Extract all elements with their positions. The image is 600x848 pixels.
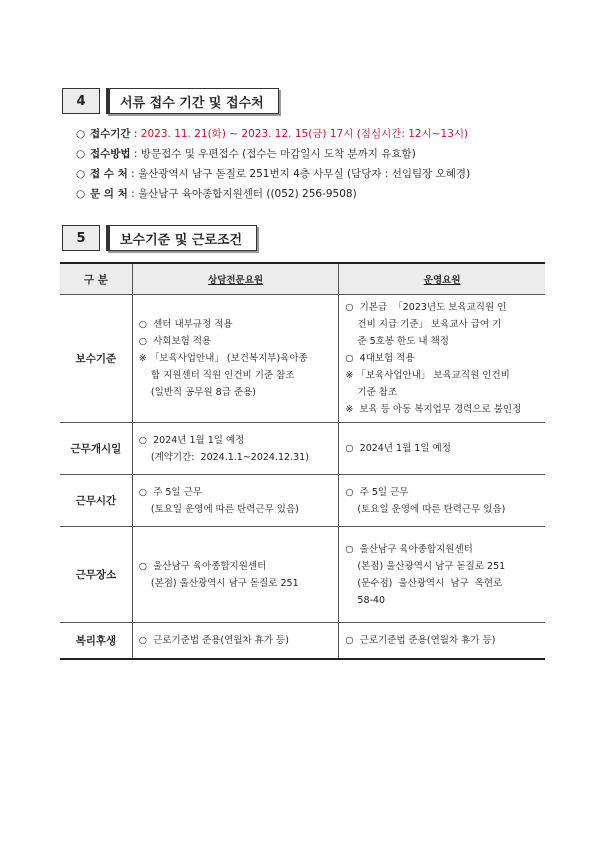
operator-cell [339, 423, 545, 475]
section-number: 5 [62, 225, 100, 251]
cell-line: ○ 주 5일 근무 [138, 486, 202, 498]
cell-line: ○ 기본급 「2023년도 보육교직원 인 [345, 302, 507, 313]
item-value: 울산광역시 남구 돋질로 251번지 4층 사무실 (담당자 : 선임팀장 오혜경) [137, 168, 471, 180]
counselor-cell [132, 527, 339, 623]
cell-line: (일반직 공무원 8급 준용) [138, 387, 256, 398]
cell-line: (토요일 운영에 따른 탄력근무 있음) [138, 503, 299, 515]
list-item [76, 144, 470, 164]
item-separator: : [130, 148, 141, 160]
circle-bullet-icon: ○ [76, 148, 86, 160]
cell-line: ○ 센터 내부규정 적용 [138, 319, 233, 330]
item-label: 문 의 처 [90, 188, 128, 200]
list-item [76, 184, 470, 204]
cell-line: ○ 울산남구 육아종합지원센터 [138, 560, 267, 572]
operator-cell [339, 527, 545, 623]
cell-line: ※ 「보육사업안내」 (보건복지부)육아종 [138, 353, 308, 364]
cell-line: ○ 울산남구 육아종합지원센터 [345, 543, 473, 555]
table-row [60, 423, 545, 475]
section-title: 서류 접수 기간 및 접수처 [106, 88, 279, 114]
counselor-cell [132, 295, 339, 423]
table-row [60, 295, 545, 423]
row-label: 근무개시일 [60, 423, 132, 475]
cell-line: ○ 4대보험 적용 [345, 353, 415, 364]
table-row [60, 475, 545, 527]
operator-cell [339, 623, 545, 659]
item-label: 접수방법 [90, 148, 131, 160]
section-number: 4 [62, 88, 100, 114]
table-row [60, 623, 545, 659]
working-conditions-table [60, 262, 545, 660]
table-row [60, 527, 545, 623]
cell-line: ○ 2024년 1월 1일 예정 [345, 443, 451, 454]
counselor-cell [132, 475, 339, 527]
cell-line: (토요일 운영에 따른 탄력근무 있음) [345, 503, 506, 515]
row-label: 근무장소 [60, 527, 132, 623]
counselor-cell [132, 423, 339, 475]
cell-line: 58-40 [345, 594, 386, 606]
row-label: 근무시간 [60, 475, 132, 527]
section-title: 보수기준 및 근로조건 [106, 225, 257, 251]
cell-line: 기준 참조 [345, 387, 398, 398]
cell-line: 준 5호봉 한도 내 책정 [345, 336, 449, 347]
item-value: 울산남구 육아종합지원센터 ((052) 256-9508) [137, 188, 357, 200]
cell-line: 합 지원센터 직원 인건비 기준 참조 [138, 370, 295, 381]
cell-line: ※ 「보육사업안내」 보육교직원 인건비 [345, 370, 510, 381]
column-header: 상담전문요원 [132, 263, 339, 295]
cell-line: (본점) 울산광역시 남구 돋질로 251 [345, 560, 506, 572]
item-label: 접 수 처 [90, 168, 128, 180]
cell-line: ○ 주 5일 근무 [345, 486, 409, 498]
item-label: 접수기간 [90, 128, 131, 140]
cell-line: ○ 근로기준법 준용(연월차 휴가 등) [138, 634, 289, 646]
cell-line: 건비 지급 기준」 보육교사 급여 기 [345, 319, 502, 330]
item-separator: : [127, 188, 138, 200]
section-4-header [62, 88, 279, 114]
item-separator: : [127, 168, 138, 180]
row-label: 보수기준 [60, 295, 132, 423]
cell-line: (문수점) 울산광역시 남구 옥현로 [345, 577, 503, 589]
circle-bullet-icon: ○ [76, 188, 86, 200]
cell-line: ○ 사회보험 적용 [138, 336, 212, 347]
cell-line: (본점) 울산광역시 남구 돋질로 251 [138, 577, 299, 589]
item-value: 방문접수 및 우편접수 (접수는 마감일시 도착 분까지 유효함) [140, 148, 416, 160]
cell-line: ※ 보육 등 아동 복지업무 경력으로 불인정 [345, 404, 522, 415]
list-item [76, 124, 470, 144]
column-header: 운영요원 [339, 263, 545, 295]
operator-cell [339, 475, 545, 527]
operator-cell [339, 295, 545, 423]
section-5-header [62, 225, 257, 251]
column-header: 구 분 [60, 263, 132, 295]
counselor-cell [132, 623, 339, 659]
list-item [76, 164, 470, 184]
application-info-list [76, 124, 470, 204]
item-separator: : [130, 128, 141, 140]
cell-line: (계약기간: 2024.1.1~2024.12.31) [138, 451, 309, 463]
item-value: 2023. 11. 21(화) ~ 2023. 12. 15(금) 17시 (점심시간: 12시~13시) [140, 128, 469, 140]
circle-bullet-icon: ○ [76, 168, 86, 180]
cell-line: ○ 근로기준법 준용(연월차 휴가 등) [345, 634, 496, 646]
cell-line: ○ 2024년 1월 1일 예정 [138, 434, 245, 446]
row-label: 복리후생 [60, 623, 132, 659]
table-header-row [60, 263, 545, 295]
circle-bullet-icon: ○ [76, 128, 86, 140]
